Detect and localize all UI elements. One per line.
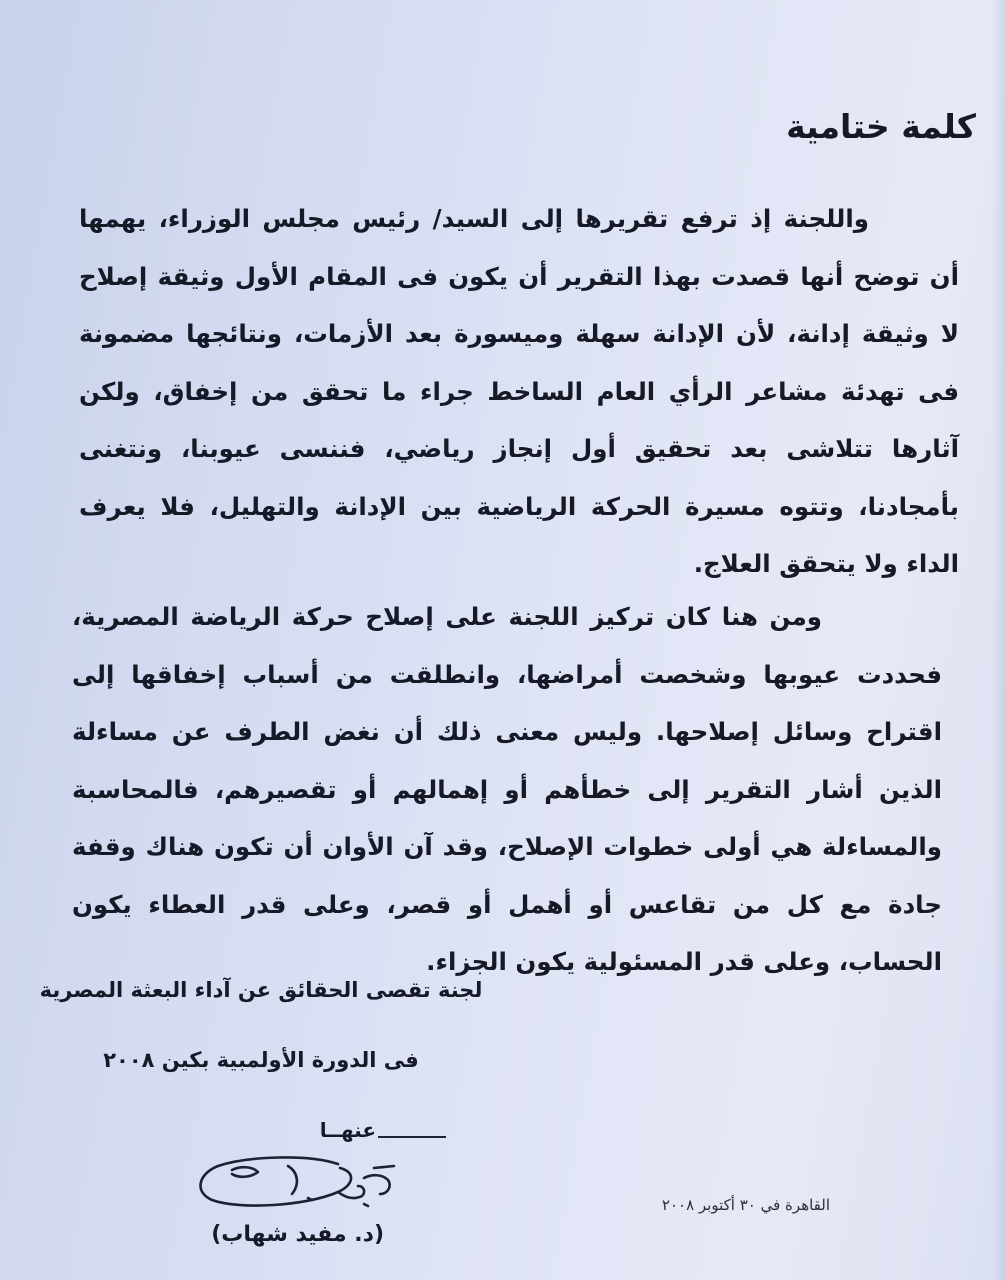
committee-name: لجنة تقصى الحقائق عن آداء البعثة المصرية — [39, 978, 483, 1002]
signature-icon — [188, 1148, 406, 1218]
on-behalf-label: عنهــا — [319, 1118, 376, 1142]
page-title: كلمة ختامية — [786, 107, 976, 146]
on-behalf-underline — [378, 1136, 446, 1138]
committee-event: فى الدورة الأولمبية بكين ٢٠٠٨ — [103, 1048, 419, 1072]
date-location: القاهرة في ٣٠ أكتوبر ٢٠٠٨ — [661, 1196, 830, 1214]
signer-name: (د. مفيد شهاب) — [211, 1222, 384, 1247]
paragraph-2: ومن هنا كان تركيز اللجنة على إصلاح حركة الرياضة المصرية، فحددت عيوبها وشخصت أمراضها، وانطلقت من أسباب إخفاقها إلى اقتراح وسائل إصلاحها. وليس معنى ذلك أن نغض الطرف عن مساءلة الذين أشار التقرير إلى خطأهم أو إهمالهم أو تقصيرهم، فالمحاسبة والمساءلة هي أولى خطوات الإصلاح، وقد آن الأوان أن تكون هناك وقفة جادة مع كل من تقاعس أو أهمل أو قصر، وعلى قدر العطاء يكون الحساب، وعلى قدر المسئولية يكون الجزاء. — [72, 602, 942, 976]
paragraph-1: واللجنة إذ ترفع تقريرها إلى السيد/ رئيس مجلس الوزراء، يهمها أن توضح أنها قصدت بهذا التقرير أن يكون فى المقام الأول وثيقة إصلاح لا وثيقة إدانة، لأن الإدانة سهلة وميسورة بعد الأزمات، ونتائجها مضمونة فى تهدئة مشاعر الرأي العام الساخط جراء ما تحقق من إخفاق، ولكن آثارها تتلاشى بعد تحقيق أول إنجاز رياضي، فننسى عيوبنا، ونتغنى بأمجادنا، وتتوه مسيرة الحركة الرياضية بين الإدانة والتهليل، فلا يعرف الداء ولا يتحقق العلاج. — [79, 204, 959, 578]
page-edge-shadow — [992, 0, 1006, 1280]
